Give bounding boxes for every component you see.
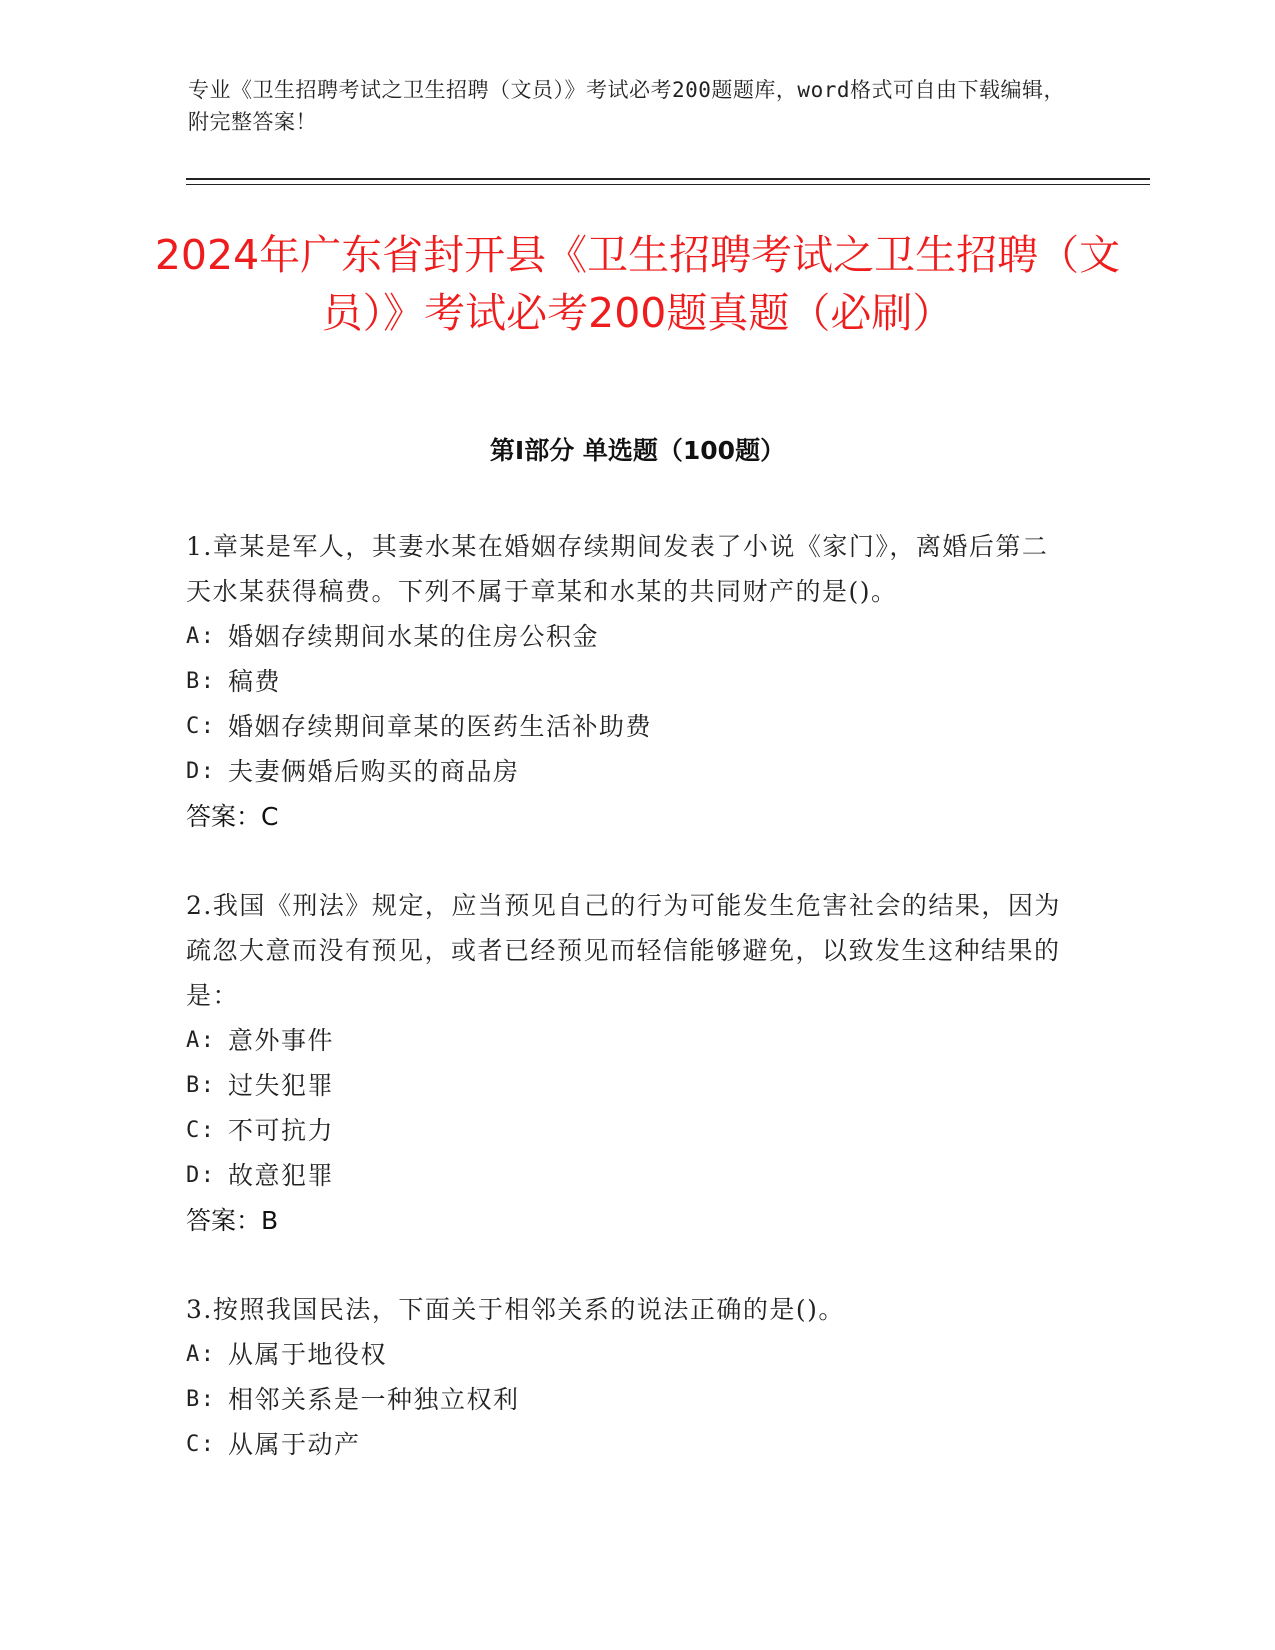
answer-label: 答案：	[186, 1206, 262, 1235]
option-letter: A:	[186, 1342, 216, 1367]
question-stem: 3.按照我国民法，下面关于相邻关系的说法正确的是()。	[186, 1295, 845, 1324]
option-text: 从属于动产	[228, 1430, 361, 1459]
option-d	[186, 749, 1066, 794]
option-letter: A:	[186, 624, 216, 649]
question-1	[186, 524, 1066, 839]
option-letter: D:	[186, 1163, 216, 1188]
question-list	[186, 524, 1066, 1511]
option-text: 婚姻存续期间章某的医药生活补助费	[228, 712, 653, 741]
section-heading: 第I部分 单选题（100题）	[489, 436, 786, 465]
option-text: 夫妻俩婚后购买的商品房	[228, 757, 520, 786]
answer-line	[186, 1198, 1066, 1243]
option-letter: C:	[186, 714, 216, 739]
answer-value: C	[261, 802, 279, 831]
option-text: 过失犯罪	[228, 1071, 335, 1100]
header-note: 专业《卫生招聘考试之卫生招聘（文员）》考试必考200题题库，word格式可自由下载编辑，附完整答案！	[188, 78, 1065, 134]
question-2	[186, 883, 1066, 1243]
option-text: 意外事件	[228, 1026, 335, 1055]
option-letter: C:	[186, 1118, 216, 1143]
option-a	[186, 614, 1066, 659]
option-letter: B:	[186, 1387, 216, 1412]
option-text: 稿费	[228, 667, 282, 696]
option-b	[186, 1377, 1066, 1422]
option-text: 婚姻存续期间水某的住房公积金	[228, 622, 600, 651]
option-d	[186, 1153, 1066, 1198]
answer-label: 答案：	[186, 802, 262, 831]
option-letter: C:	[186, 1432, 216, 1457]
option-letter: D:	[186, 759, 216, 784]
option-b	[186, 1063, 1066, 1108]
question-stem: 1.章某是军人，其妻水某在婚姻存续期间发表了小说《家门》，离婚后第二天水某获得稿费。下列不属于章某和水某的共同财产的是()。	[186, 532, 1049, 606]
option-letter: B:	[186, 669, 216, 694]
option-letter: B:	[186, 1073, 216, 1098]
option-b	[186, 659, 1066, 704]
document-title: 2024年广东省封开县《卫生招聘考试之卫生招聘（文员）》考试必考200题真题（必刷）	[154, 231, 1121, 337]
question-3	[186, 1287, 1066, 1467]
question-stem: 2.我国《刑法》规定，应当预见自己的行为可能发生危害社会的结果，因为疏忽大意而没有预见，或者已经预见而轻信能够避免，以致发生这种结果的是：	[186, 891, 1061, 1010]
option-text: 不可抗力	[228, 1116, 335, 1145]
answer-line	[186, 794, 1066, 839]
header-rule-thin	[186, 184, 1150, 185]
option-text: 相邻关系是一种独立权利	[228, 1385, 520, 1414]
option-a	[186, 1018, 1066, 1063]
option-c	[186, 1108, 1066, 1153]
option-c	[186, 1422, 1066, 1467]
option-a	[186, 1332, 1066, 1377]
option-c	[186, 704, 1066, 749]
option-letter: A:	[186, 1028, 216, 1053]
header-rule-thick	[186, 178, 1150, 180]
option-text: 故意犯罪	[228, 1161, 335, 1190]
answer-value: B	[261, 1206, 279, 1235]
option-text: 从属于地役权	[228, 1340, 388, 1369]
